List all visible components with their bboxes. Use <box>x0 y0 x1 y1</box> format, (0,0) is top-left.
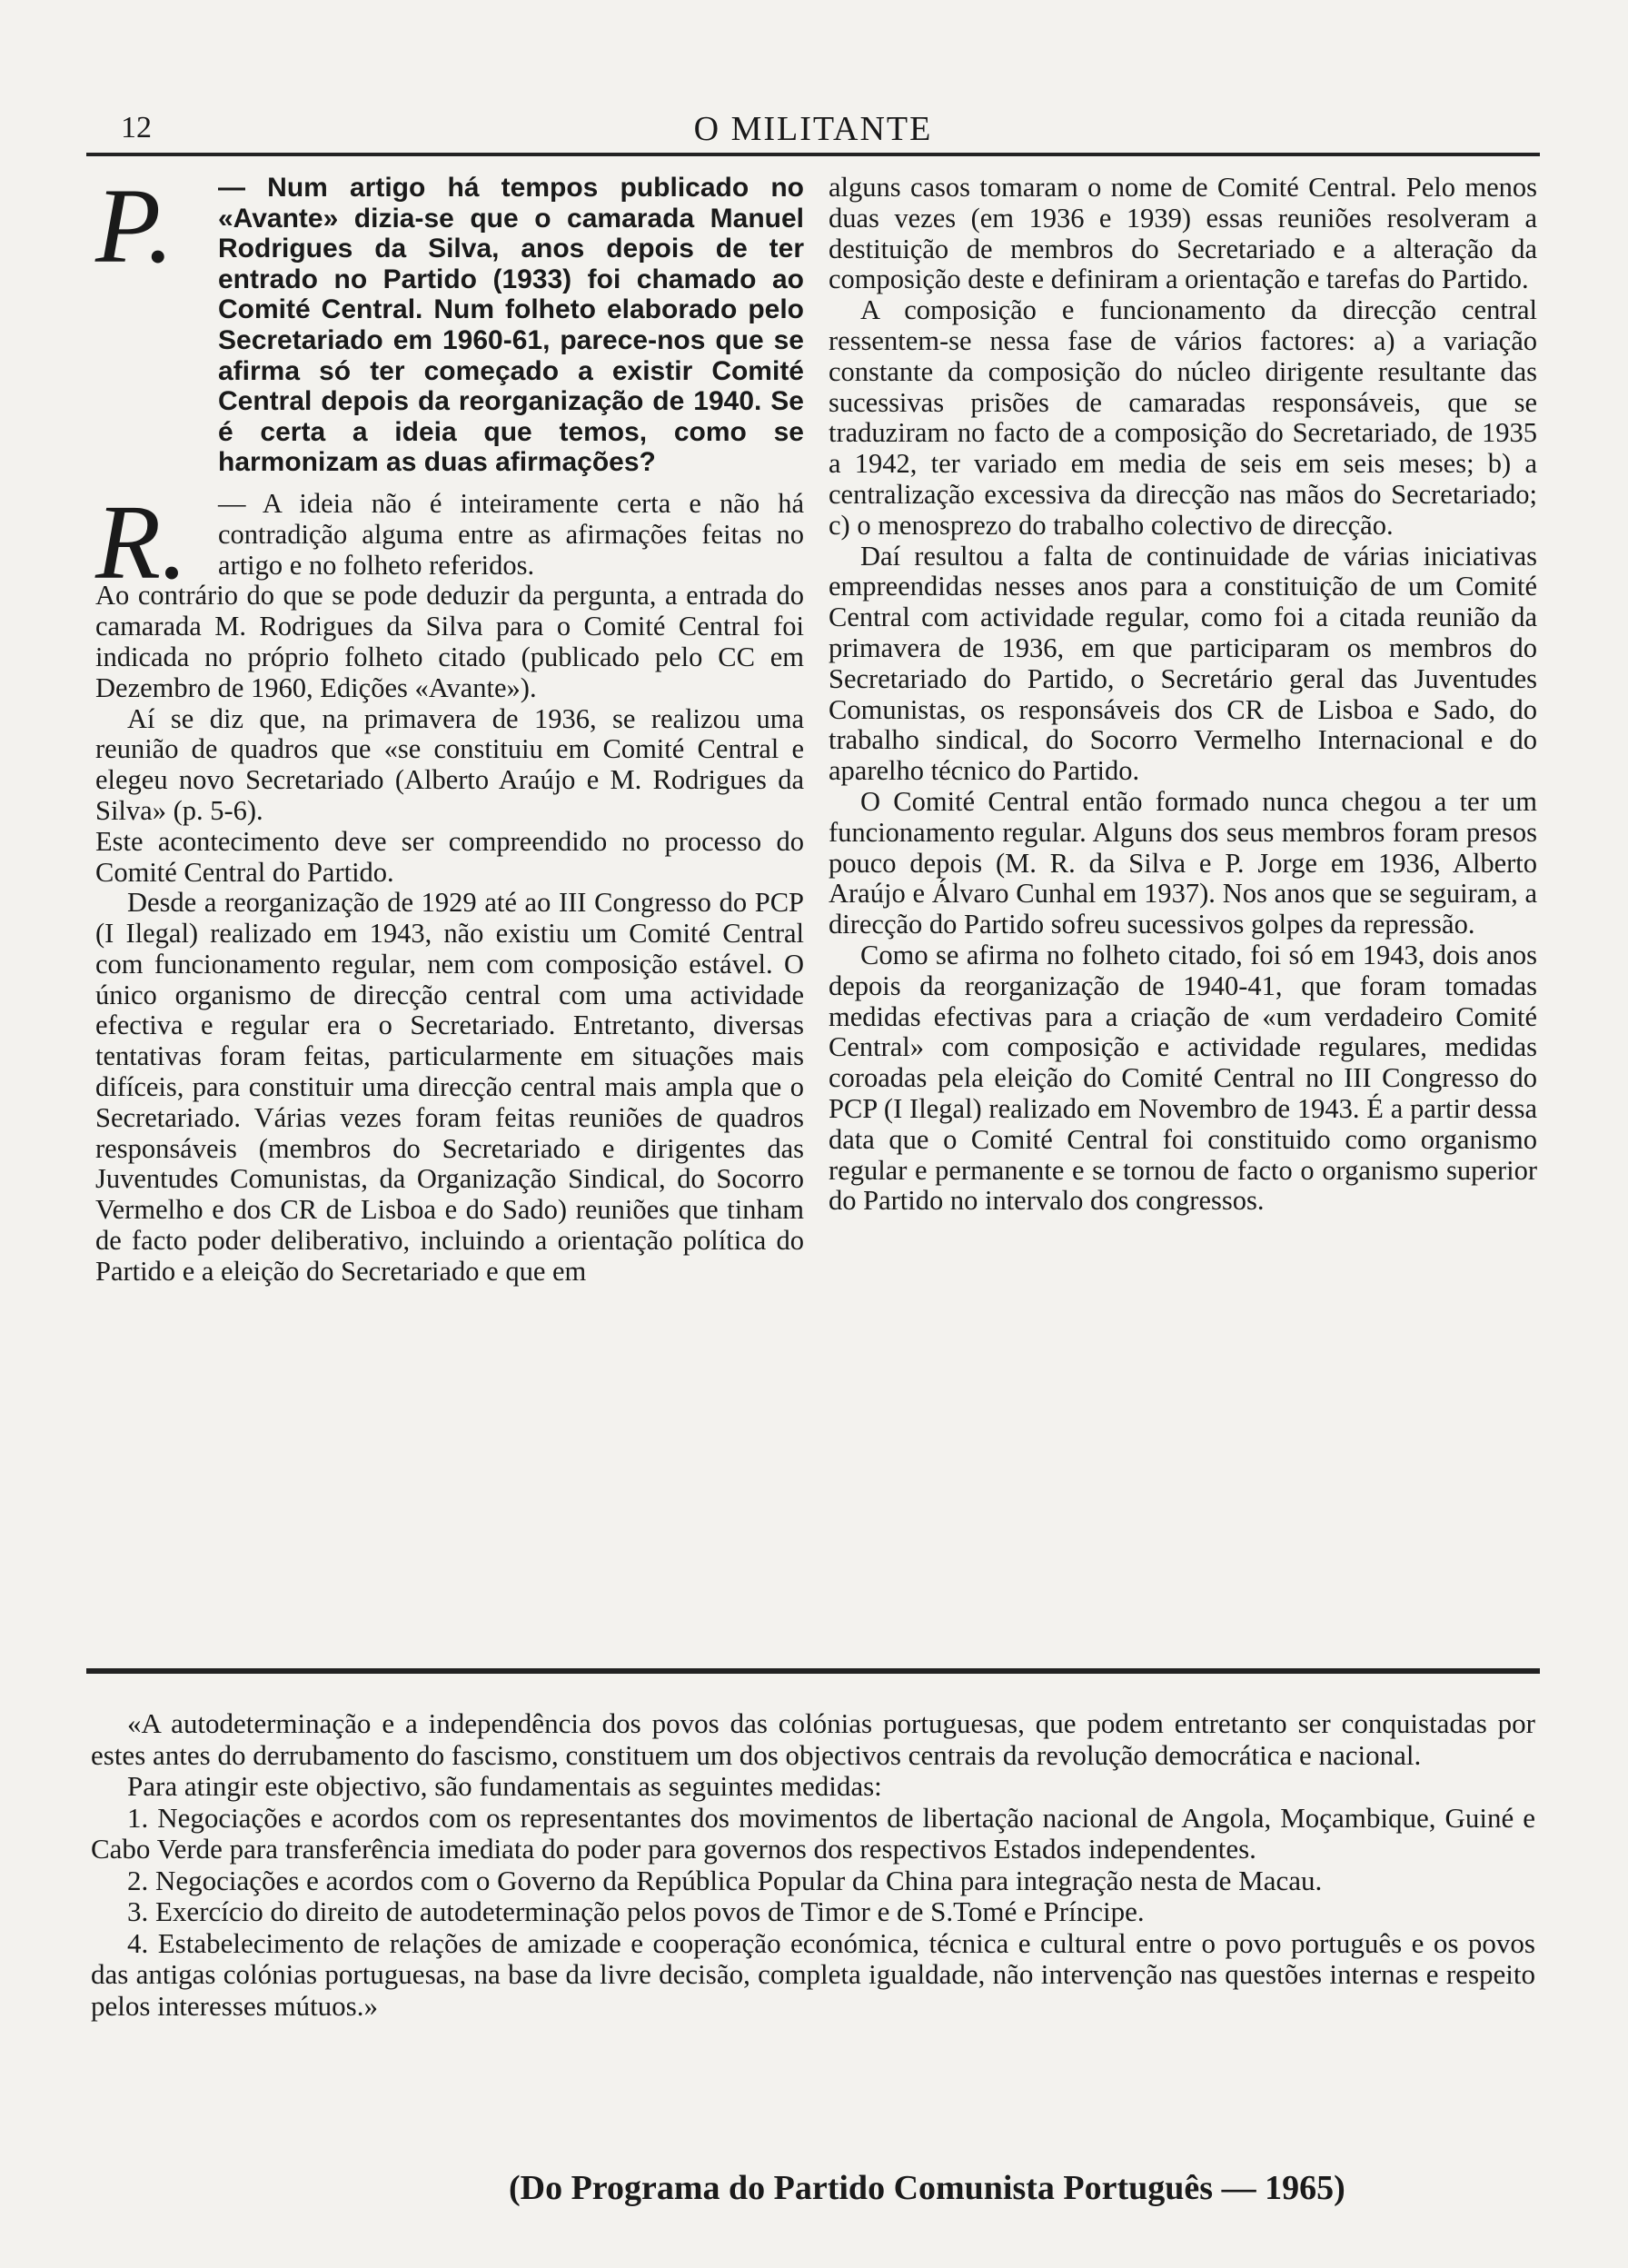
page-number: 12 <box>121 111 152 144</box>
quote-source: (Do Programa do Partido Comunista Português — 1965) <box>509 2169 1345 2207</box>
right-column <box>829 173 1537 1217</box>
question-text: — Num artigo há tempos publicado no «Avante» dizia-se que o camarada Manuel Rodrigues da Silva, anos depois de ter entrado no Partido (1933) foi chamado ao Comité Central. Num folheto elaborado pelo Secretariado em 1960-61, parece-nos que se afirma só ter começado a existir Comité Central depois da reorganização de 1940. Se é certa a ideia que temos, como se harmonizam as duas afirmações? <box>218 173 804 478</box>
question-label: P. <box>95 166 174 285</box>
publication-title: O MILITANTE <box>693 110 933 148</box>
paragraph: A composição e funcionamento da direcção central ressentem-se nessa fase de vários factores: a) a variação constante da composição do núcleo dirigente resultante das sucessivas prisões de camaradas responsáveis, que se traduziram no facto de a composição do Secretariado, de 1935 a 1942, ter variado em media de seis em seis meses; b) a centralização excessiva da direcção nas mãos do Secretariado; c) o menosprezo do trabalho colectivo de direcção. <box>829 294 1537 541</box>
quote-paragraph: 3. Exercício do direito de autodeterminação pelos povos de Timor e de S.Tomé e Príncipe. <box>127 1895 1145 1927</box>
page-header <box>86 107 1540 156</box>
answer-label: R. <box>95 482 188 602</box>
left-column <box>95 166 804 1288</box>
paragraph: Este acontecimento deve ser compreendido no processo do Comité Central do Partido. <box>95 825 804 888</box>
quote-paragraph: «A autodeterminação e a independência dos povos das colónias portuguesas, que podem entretanto ser conquistadas por estes antes do derrubamento do fascismo, constituem um dos objectivos centrais da revolução democrática e nacional. <box>91 1707 1535 1771</box>
program-quote <box>91 1708 1535 2022</box>
paragraph: Daí resultou a falta de continuidade de várias iniciativas empreendidas nesses anos para a constituição de um Comité Central com actividade regular, como foi a citada reunião da primavera de 1936, em que participaram os membros do Secretariado do Partido, o Secretário geral das Juventudes Comunistas, os responsáveis dos CR de Lisboa e Sado, do trabalho sindical, do Socorro Vermelho Internacional e do aparelho técnico do Partido. <box>829 540 1537 787</box>
quote-paragraph: Para atingir este objectivo, são fundamentais as seguintes medidas: <box>127 1770 882 1802</box>
answer-text: — A ideia não é inteiramente certa e não há contradição alguma entre as afirmações feitas no artigo e no folheto referidos. <box>218 487 804 581</box>
answer-block <box>95 482 804 602</box>
paragraph: Como se afirma no folheto citado, foi só em 1943, dois anos depois da reorganização de 1940-41, que foram tomadas medidas efectivas para a criação de «um verdadeiro Comité Central» com composição e actividade regulares, medidas coroadas pela eleição do Comité Central no III Congresso do PCP (I Ilegal) realizado em Novembro de 1943. É a partir dessa data que o Comité Central foi constituido como organismo regular e permanente e se tornou de facto o organismo superior do Partido no intervalo dos congressos. <box>829 939 1537 1217</box>
paragraph: Aí se diz que, na primavera de 1936, se realizou uma reunião de quadros que «se constituiu em Comité Central e elegeu novo Secretariado (Alberto Araújo e M. Rodrigues da Silva» (p. 5-6). <box>95 702 804 826</box>
paragraph-continuation: alguns casos tomaram o nome de Comité Central. Pelo menos duas vezes (em 1936 e 1939) essas reuniões resolveram a destituição de membros do Secretariado e a alteração da composição deste e definiram a orientação e tarefas do Partido. <box>829 172 1537 295</box>
quote-paragraph: 4. Estabelecimento de relações de amizade e cooperação económica, técnica e cultural entre o povo português e os povos das antigas colónias portuguesas, na base da livre decisão, completa igualdade, não intervenção nas questões internas e respeito pelos interesses mútuos.» <box>91 1926 1535 2022</box>
question-block <box>95 166 804 478</box>
paragraph: O Comité Central então formado nunca chegou a ter um funcionamento regular. Alguns dos seus membros foram presos pouco depois (M. R. da Silva e P. Jorge em 1936, Alberto Araújo e Álvaro Cunhal em 1937). Nos anos que se seguiram, a direcção do Partido sofreu sucessivos golpes da repressão. <box>829 785 1537 940</box>
paragraph: Ao contrário do que se pode deduzir da pergunta, a entrada do camarada M. Rodrigues da Silva para o Comité Central foi indicada no próprio folheto citado (publicado pelo CC em Dezembro de 1960, Edições «Avante»). <box>95 580 804 703</box>
paragraph: Desde a reorganização de 1929 até ao III Congresso do PCP (I Ilegal) realizado em 1943, não existiu um Comité Central com funcionamento regular, nem com composição estável. O único organismo de direcção central com uma actividade efectiva e regular era o Secretariado. Entretanto, diversas tentativas foram feitas, particularmente em situações mais difíceis, para constituir uma direcção central mais ampla que o Secretariado. Várias vezes foram feitas reuniões de quadros responsáveis (membros do Secretariado e dirigentes das Juventudes Comunistas, da Organização Sindical, do Socorro Vermelho e dos CR de Lisboa e do Sado) reuniões que tinham de facto poder deliberativo, incluindo a orientação política do Partido e a eleição do Secretariado e que em <box>95 887 804 1287</box>
quote-paragraph: 1. Negociações e acordos com os representantes dos movimentos de libertação nacional de Angola, Moçambique, Guiné e Cabo Verde para transferência imediata do poder para governos dos respectivos Estados independentes. <box>91 1801 1535 1865</box>
section-divider <box>86 1668 1540 1674</box>
quote-paragraph: 2. Negociações e acordos com o Governo da República Popular da China para integração nesta de Macau. <box>127 1864 1323 1896</box>
